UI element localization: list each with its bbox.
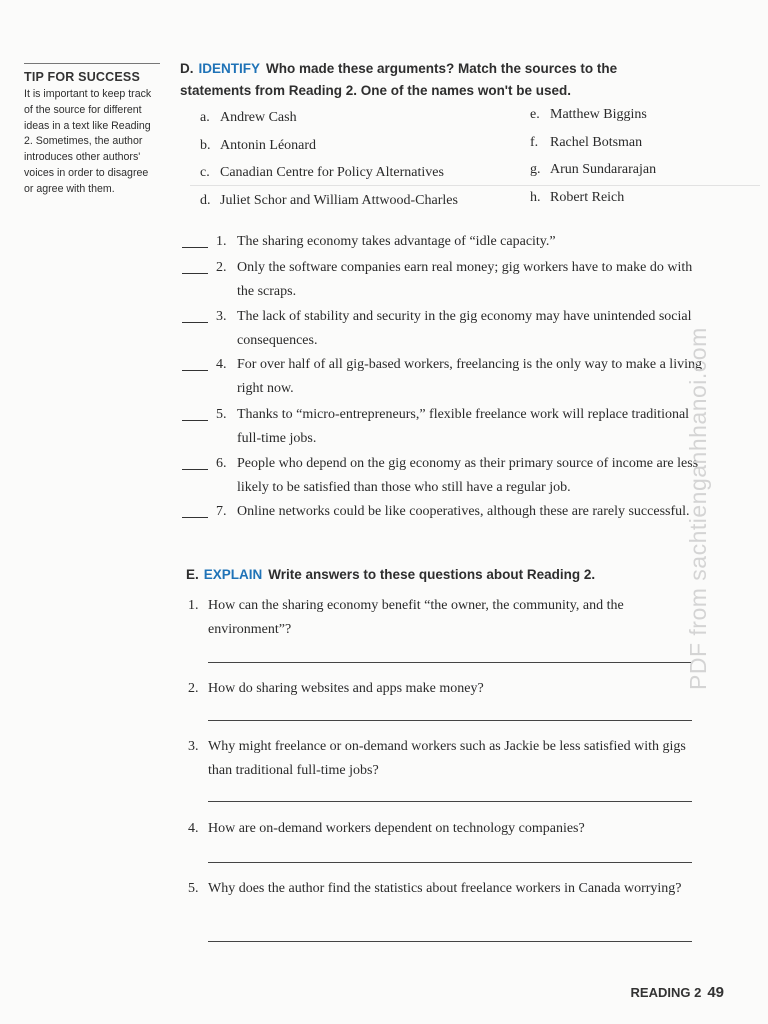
tip-title: TIP FOR SUCCESS — [24, 70, 140, 84]
answer-line-2[interactable] — [208, 720, 692, 721]
answer-line-4[interactable] — [208, 862, 692, 863]
source-h: h. Robert Reich — [530, 190, 625, 205]
page-footer — [631, 984, 724, 1001]
footer-label: READING 2 — [630, 985, 702, 1000]
section-d-instruction: Who made these arguments? Match the sources to the statements from Reading 2. One of the names won't be used. — [180, 61, 618, 98]
source-d: d. Juliet Schor and William Attwood-Charles — [200, 193, 458, 208]
section-d-heading — [180, 58, 640, 102]
source-a: a. Andrew Cash — [200, 110, 297, 125]
divider — [190, 185, 760, 186]
answer-blank[interactable] — [182, 305, 208, 323]
section-e-instruction: Write answers to these questions about Reading 2. — [268, 567, 596, 582]
source-e: e. Matthew Biggins — [530, 107, 647, 122]
source-g: g. Arun Sundararajan — [530, 162, 657, 177]
answer-blank[interactable] — [182, 256, 208, 274]
section-d-letter: D. — [180, 61, 194, 76]
page-number: 49 — [707, 984, 724, 1001]
section-e-heading — [186, 564, 686, 586]
answer-line-3[interactable] — [208, 801, 692, 802]
source-f: f. Rachel Botsman — [530, 135, 643, 150]
section-e-keyword: EXPLAIN — [203, 567, 263, 582]
watermark: PDF from sachtienganhhanoi.com — [685, 327, 711, 690]
answer-blank[interactable] — [182, 452, 208, 470]
answer-blank[interactable] — [182, 353, 208, 371]
answer-blank[interactable] — [182, 500, 208, 518]
section-d-keyword: IDENTIFY — [198, 61, 261, 76]
tip-body: It is important to keep track of the source for different ideas in a text like Reading 2. Sometimes, the author introduces other authors' voices in order to disagree or agree with them. — [24, 88, 152, 195]
answer-blank[interactable] — [182, 403, 208, 421]
answer-line-1[interactable] — [208, 662, 692, 663]
answer-blank[interactable] — [182, 230, 208, 248]
tip-for-success-box — [24, 63, 160, 198]
section-e-letter: E. — [186, 567, 199, 582]
answer-line-5[interactable] — [208, 941, 692, 942]
source-b: b. Antonin Léonard — [200, 138, 317, 153]
source-c: c. Canadian Centre for Policy Alternatives — [200, 165, 444, 180]
